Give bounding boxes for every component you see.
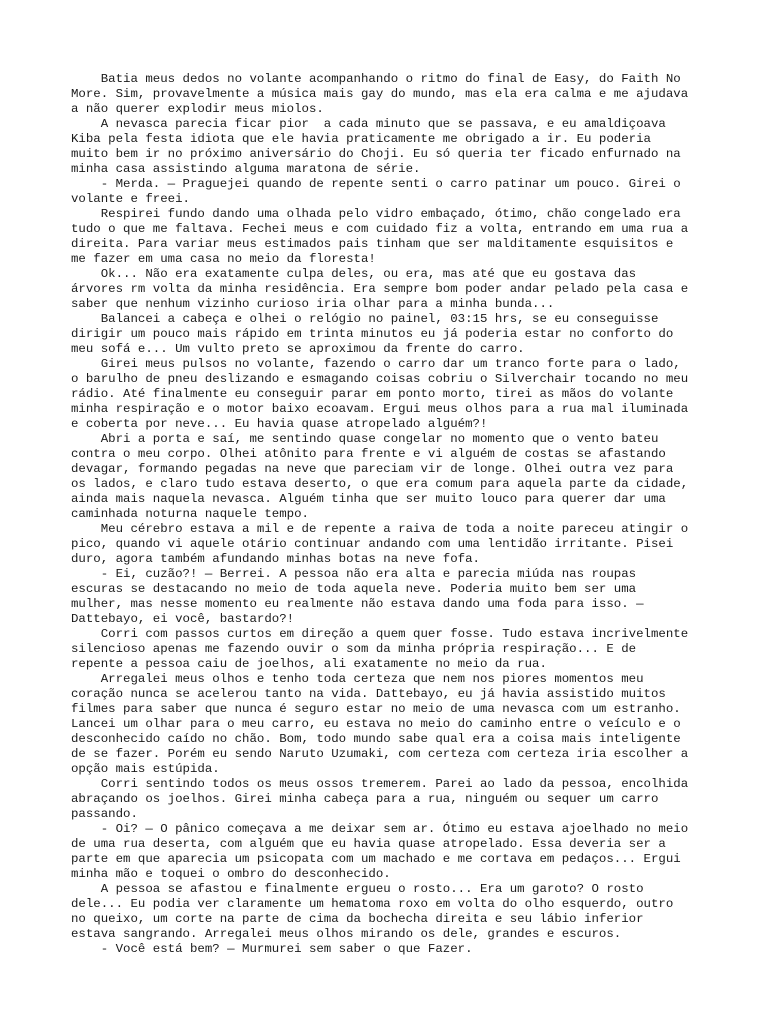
text-line: Girei meus pulsos no volante, fazendo o carro dar um tranco forte para o lado,	[71, 357, 681, 371]
text-line: Corri com passos curtos em direção a quem quer fosse. Tudo estava incrivelmente	[71, 627, 689, 641]
text-line: filmes para saber que nunca é seguro estar no meio de uma nevasca com um estranho.	[71, 702, 681, 716]
text-line: duro, agora também afundando minhas botas na neve fofa.	[71, 552, 480, 566]
text-line: - Merda. — Praguejei quando de repente senti o carro patinar um pouco. Girei o	[71, 177, 681, 191]
text-line: direita. Para variar meus estimados pais tinham que ser malditamente esquisitos e	[71, 237, 674, 251]
text-line: Dattebayo, ei você, bastardo?!	[71, 612, 295, 626]
text-line: tudo o que me faltava. Fechei meus e com cuidado fiz a volta, entrando em uma rua a	[71, 222, 689, 236]
text-line: silencioso apenas me fazendo ouvir o som da minha própria respiração... E de	[71, 642, 637, 656]
text-line: - Você está bem? — Murmurei sem saber o que Fazer.	[71, 942, 473, 956]
text-line: coração nunca se acelerou tanto na vida. Dattebayo, eu já havia assistido muitos	[71, 687, 666, 701]
text-line: o barulho de pneu deslizando e esmagando coisas cobriu o Silverchair tocando no meu	[71, 372, 689, 386]
text-line: meu sofá e... Um vulto preto se aproximou da frente do carro.	[71, 342, 525, 356]
text-line: abraçando os joelhos. Girei minha cabeça para a rua, ninguém ou sequer um carro	[71, 792, 659, 806]
text-line: saber que nenhum vizinho curioso iria olhar para a minha bunda...	[71, 297, 555, 311]
text-line: e coberta por neve... Eu havia quase atropelado alguém?!	[71, 417, 488, 431]
text-line: ainda mais naquela nevasca. Alguém tinha que ser muito louco para querer dar uma	[71, 492, 666, 506]
text-line: minha respiração e o motor baixo ecoavam. Ergui meus olhos para a rua mal iluminada	[71, 402, 689, 416]
text-line: repente a pessoa caiu de joelhos, ali exatamente no meio da rua.	[71, 657, 547, 671]
text-line: - Ei, cuzão?! — Berrei. A pessoa não era alta e parecia miúda nas roupas	[71, 567, 637, 581]
text-line: volante e freei.	[71, 192, 190, 206]
text-line: Lancei um olhar para o meu carro, eu estava no meio do caminho entre o veículo e o	[71, 717, 681, 731]
text-line: Ok... Não era exatamente culpa deles, ou era, mas até que eu gostava das	[71, 267, 637, 281]
text-line: Abri a porta e saí, me sentindo quase congelar no momento que o vento bateu	[71, 432, 659, 446]
text-line: os lados, e claro tudo estava deserto, o que era comum para aquela parte da cidade,	[71, 477, 689, 491]
text-line: contra o meu corpo. Olhei atônito para frente e vi alguém de costas se afastando	[71, 447, 666, 461]
text-line: a não querer explodir meus miolos.	[71, 102, 324, 116]
text-line: minha casa assistindo alguma maratona de série.	[71, 162, 421, 176]
text-line: passando.	[71, 807, 138, 821]
text-line: More. Sim, provavelmente a música mais gay do mundo, mas ela era calma e me ajudava	[71, 87, 689, 101]
text-line: opção mais estúpida.	[71, 762, 220, 776]
text-line: árvores rm volta da minha residência. Era sempre bom poder andar pelado pela casa e	[71, 282, 689, 296]
text-line: dirigir um pouco mais rápido em trinta minutos eu já poderia estar no conforto do	[71, 327, 674, 341]
text-line: me fazer em uma casa no meio da floresta!	[71, 252, 376, 266]
text-line: Corri sentindo todos os meus ossos tremerem. Parei ao lado da pessoa, encolhida	[71, 777, 689, 791]
text-line: de uma rua deserta, com alguém que eu havia quase atropelado. Essa deveria ser a	[71, 837, 666, 851]
text-line: no queixo, um corte na parte de cima da bochecha direita e seu lábio inferior	[71, 912, 644, 926]
text-line: muito bem ir no próximo aniversário do Choji. Eu só queria ter ficado enfurnado na	[71, 147, 681, 161]
text-line: Meu cérebro estava a mil e de repente a raiva de toda a noite pareceu atingir o	[71, 522, 689, 536]
text-line: desconhecido caído no chão. Bom, todo mundo sabe qual era a coisa mais inteligente	[71, 732, 681, 746]
text-line: Batia meus dedos no volante acompanhando o ritmo do final de Easy, do Faith No	[71, 72, 681, 86]
text-line: escuras se destacando no meio de toda aquela neve. Poderia muito bem ser uma	[71, 582, 637, 596]
text-line: - Oi? — O pânico começava a me deixar sem ar. Ótimo eu estava ajoelhado no meio	[71, 822, 689, 836]
text-line: Respirei fundo dando uma olhada pelo vidro embaçado, ótimo, chão congelado era	[71, 207, 681, 221]
story-text	[71, 72, 711, 957]
text-line: Arregalei meus olhos e tenho toda certeza que nem nos piores momentos meu	[71, 672, 644, 686]
text-line: A nevasca parecia ficar pior a cada minuto que se passava, e eu amaldiçoava	[71, 117, 666, 131]
text-line: caminhada noturna naquele tempo.	[71, 507, 309, 521]
text-line: rádio. Até finalmente eu conseguir parar em ponto morto, tirei as mãos do volante	[71, 387, 674, 401]
text-line: Balancei a cabeça e olhei o relógio no painel, 03:15 hrs, se eu conseguisse	[71, 312, 659, 326]
text-line: parte em que aparecia um psicopata com um machado e me cortava em pedaços... Ergui	[71, 852, 681, 866]
text-line: minha mão e toquei o ombro do desconhecido.	[71, 867, 391, 881]
text-line: estava sangrando. Arregalei meus olhos mirando os dele, grandes e escuros.	[71, 927, 622, 941]
text-line: A pessoa se afastou e finalmente ergueu o rosto... Era um garoto? O rosto	[71, 882, 644, 896]
text-line: Kiba pela festa idiota que ele havia praticamente me obrigado a ir. Eu poderia	[71, 132, 651, 146]
text-line: de se fazer. Porém eu sendo Naruto Uzumaki, com certeza com certeza iria escolher a	[71, 747, 689, 761]
text-line: pico, quando vi aquele otário continuar andando com uma lentidão irritante. Pisei	[71, 537, 674, 551]
text-line: mulher, mas nesse momento eu realmente não estava dando uma foda para isso. —	[71, 597, 644, 611]
text-line: dele... Eu podia ver claramente um hematoma roxo em volta do olho esquerdo, outro	[71, 897, 674, 911]
text-line: devagar, formando pegadas na neve que pareciam vir de longe. Olhei outra vez para	[71, 462, 674, 476]
